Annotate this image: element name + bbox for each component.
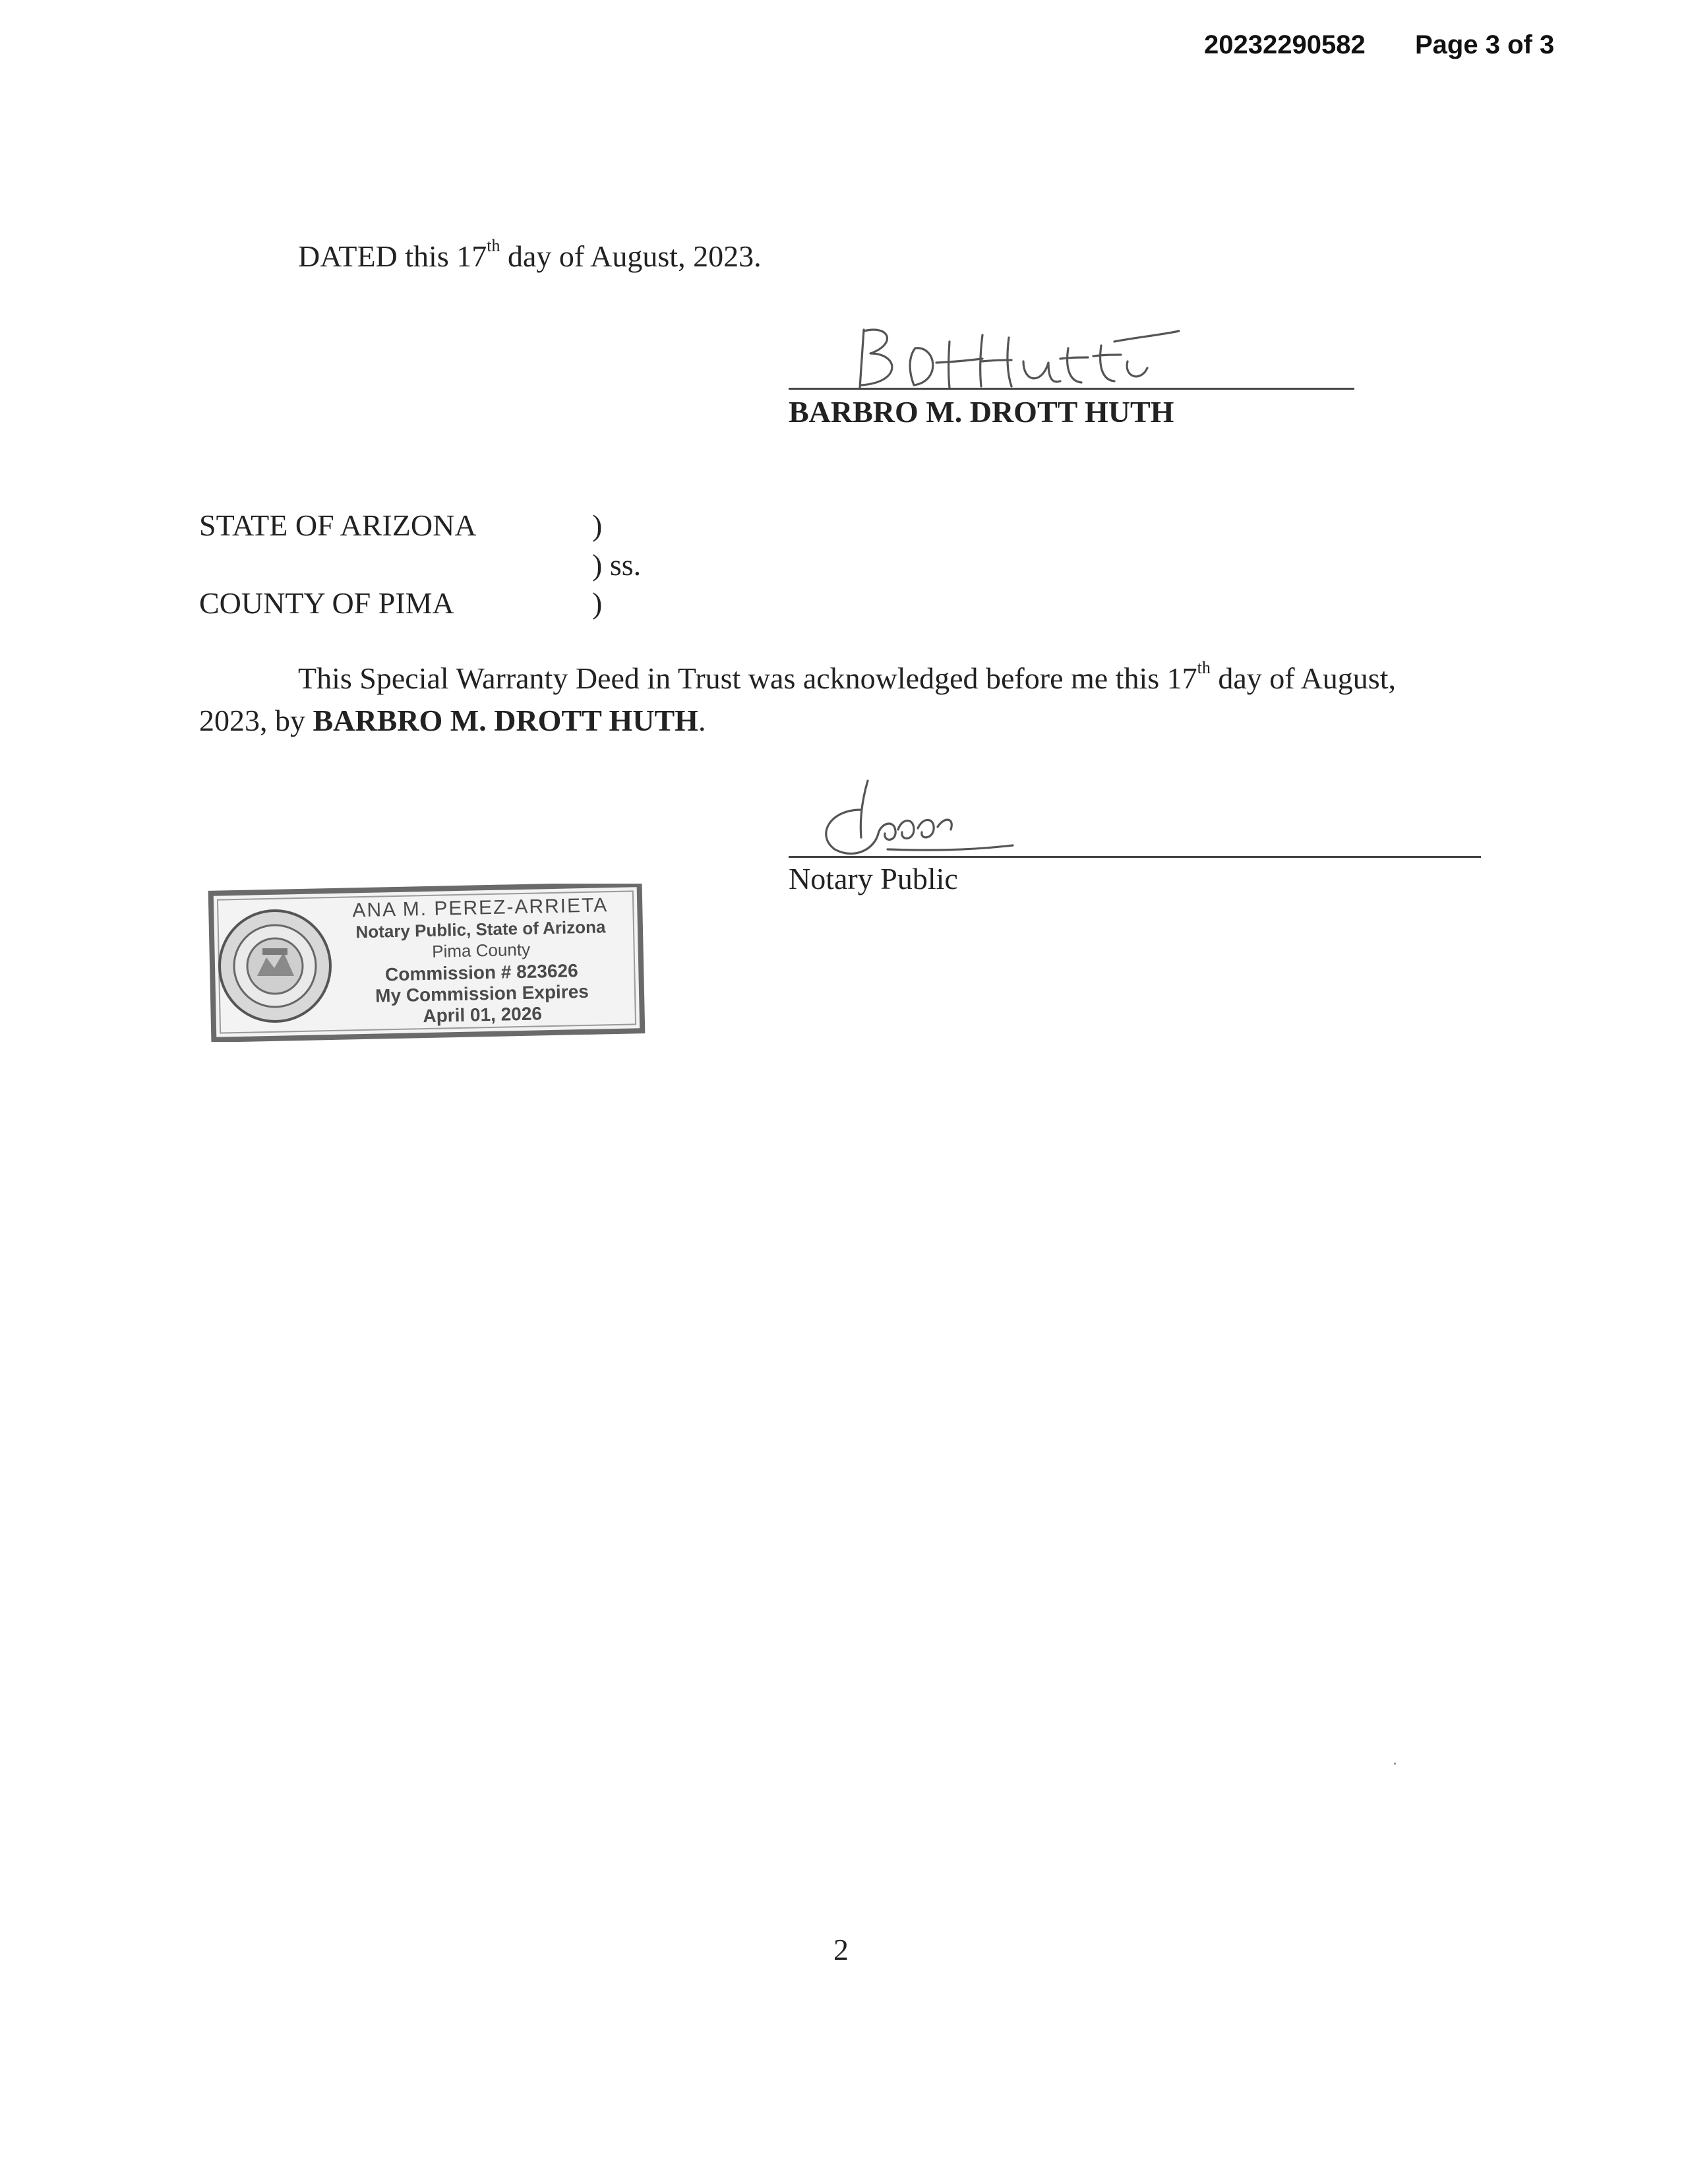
grantor-signature-line [789,388,1354,390]
ack-prefix: This Special Warranty Deed in Trust was acknowledged before me this 17 [298,661,1197,695]
grantor-signature [851,322,1180,394]
scan-speck [1394,1763,1396,1765]
notary-stamp-graphic [206,884,648,1042]
dated-prefix: DATED this 17 [298,239,487,273]
ack2-suffix: . [698,704,706,737]
dated-suffix: day of August, 2023. [500,239,762,273]
notary-signature-line [789,856,1481,858]
stamp-title: Notary Public, State of Arizona [355,917,606,942]
stamp-county: Pima County [431,939,531,961]
ack-ordinal: th [1197,658,1211,677]
venue-paren-ss: ) ss. [592,548,642,582]
dated-ordinal: th [487,236,500,255]
page-indicator: Page 3 of 3 [1415,30,1555,59]
stamp-expires-date: April 01, 2026 [423,1003,543,1027]
notary-public-label: Notary Public [789,862,958,895]
venue-state: STATE OF ARIZONA [199,508,477,542]
ack2-name: BARBRO M. DROTT HUTH [313,704,698,737]
stamp-notary-name: ANA M. PEREZ-ARRIETA [352,894,609,922]
ack2-prefix: 2023, by [199,704,313,737]
venue-paren-top: ) [592,508,603,542]
acknowledgment-line-2 [199,703,706,738]
stamp-commission: Commission # 823626 [384,960,578,985]
arizona-seal-icon [220,911,330,1021]
acknowledgment-line-1 [298,658,1396,696]
stamp-expires-label: My Commission Expires [375,981,589,1006]
venue-paren-bottom: ) [592,586,603,620]
ack-suffix: day of August, [1210,661,1396,695]
dated-line [298,236,762,274]
notary-signature [815,777,1079,863]
grantor-name: BARBRO M. DROTT HUTH [789,395,1174,429]
recording-number: 20232290582 [1204,30,1366,59]
notary-stamp [206,884,648,1042]
page-number: 2 [833,1933,849,1966]
venue-county: COUNTY OF PIMA [199,586,454,620]
